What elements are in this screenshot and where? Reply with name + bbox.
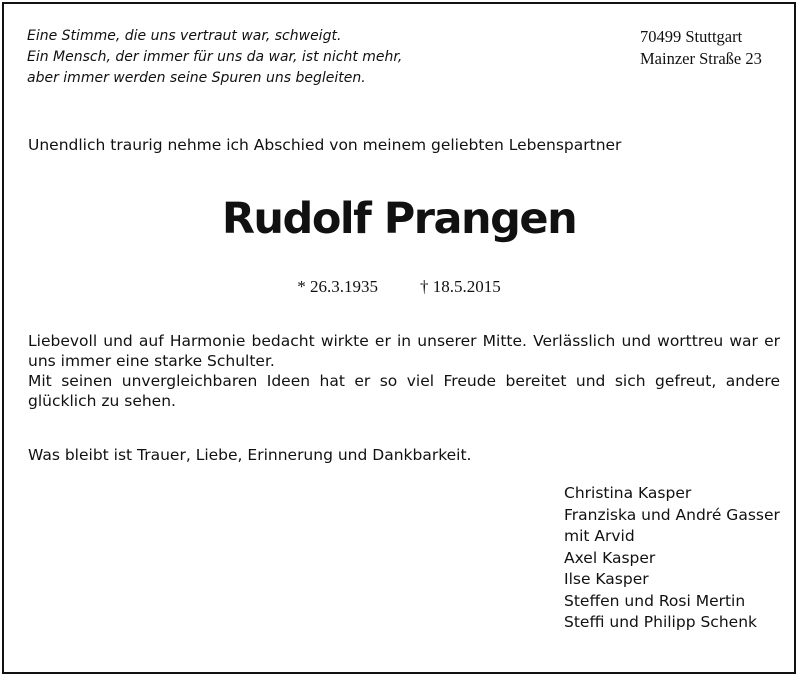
- signatory: Steffi und Philipp Schenk: [564, 613, 757, 631]
- signatory: Axel Kasper: [564, 548, 656, 567]
- signatory: Steffen und Rosi Mertin: [564, 591, 746, 610]
- signatories-list: [564, 483, 780, 634]
- poem-line: Eine Stimme, die uns vertraut war, schweigt.: [27, 28, 342, 44]
- mourner-address: [640, 26, 762, 70]
- poem-line: Ein Mensch, der immer für uns da war, ist nicht mehr,: [27, 49, 403, 65]
- obituary-notice: [2, 2, 796, 674]
- tribute-paragraph: Liebevoll und auf Harmonie bedacht wirkte er in unserer Mitte. Verlässlich und worttreu war er uns immer eine starke Schulter.: [28, 332, 780, 370]
- deceased-name: Rudolf Prangen: [221, 194, 577, 244]
- birth-date: * 26.3.1935: [297, 277, 378, 296]
- intro-text: Unendlich traurig nehme ich Abschied von meinem geliebten Lebenspartner: [28, 136, 622, 154]
- signatory: Ilse Kasper: [564, 570, 649, 588]
- poem-line: aber immer werden seine Spuren uns begleiten.: [27, 70, 366, 86]
- address-street: Mainzer Straße 23: [640, 49, 762, 68]
- memorial-poem: [27, 26, 402, 89]
- signatory: Christina Kasper: [564, 484, 692, 502]
- life-dates: [4, 276, 794, 298]
- death-date: † 18.5.2015: [420, 277, 501, 296]
- closing-line: Was bleibt ist Trauer, Liebe, Erinnerung und Dankbarkeit.: [28, 446, 472, 464]
- tribute-text: [28, 331, 780, 411]
- signatory: mit Arvid: [564, 527, 635, 545]
- tribute-paragraph: Mit seinen unvergleichbaren Ideen hat er so viel Freude bereitet und sich gefreut, andere glücklich zu sehen.: [28, 372, 780, 410]
- address-city: 70499 Stuttgart: [640, 27, 743, 46]
- signatory: Franziska und André Gasser: [564, 505, 780, 524]
